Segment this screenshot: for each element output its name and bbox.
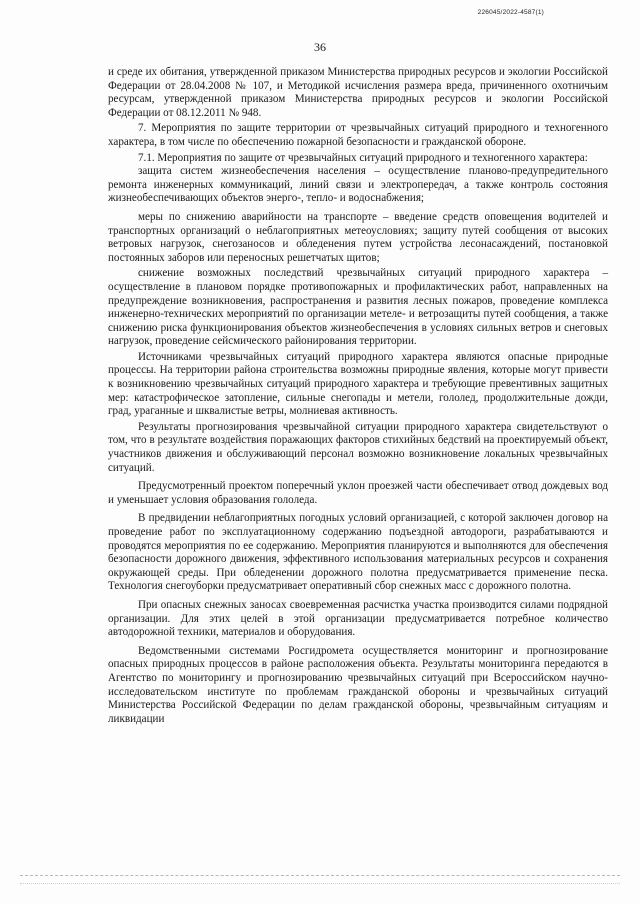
paragraph: В предвидении неблагоприятных погодных условий организацией, с которой заключен договор на проведение работ по эксплуатационному содержанию подъездной автодороги, разрабатываются и проводятся мероприятия по ее содержанию. Мероприятия планируются и выполняются для обеспечения безопасности дорожного движения, эффективного использования материальных ресурсов и сохранения окружающей среды. При обледенении дорожного полотна предусматривается применение песка. Технология снегоуборки предусматривает оперативный сбор снежных масс с дорожного полотна. <box>108 512 608 593</box>
scan-artifact-line <box>20 875 620 877</box>
document-body <box>108 66 608 726</box>
subsection-heading: 7.1. Мероприятия по защите от чрезвычайных ситуаций природного и техногенного характера: <box>138 151 588 164</box>
paragraph: меры по снижению аварийности на транспорте – введение средств оповещения водителей и транспортных организаций о неблагоприятных метеоусловиях; защиту путей сообщения от высоких ветровых нагрузок, снегозаносов и обледенения путем устройства лесонасаждений, постановкой постоянных заборов или переносных решетчатых щитов; <box>108 210 608 264</box>
section-heading: 7. Мероприятия по защите территории от чрезвычайных ситуаций природного и техногенного характера, в том числе по обеспечению пожарной безопасности и гражданской обороне. <box>108 122 608 148</box>
paragraph: Источниками чрезвычайных ситуаций природного характера являются опасные природные процессы. На территории района строительства возможны природные явления, которые могут привести к возникновению чрезвычайных ситуаций природного характера и требующие превентивных защитных мер: катастрофическое затопление, сильные снегопады и метели, гололед, продолжительные дожди, град, ураганные и шквалистые ветры, молниевая активность. <box>108 350 608 418</box>
paragraph: Предусмотренный проектом поперечный уклон проезжей части обеспечивает отвод дождевых вод и уменьшает условия образования гололеда. <box>108 480 608 506</box>
paragraph: При опасных снежных заносах своевременная расчистка участка производится силами подрядной организации. Для этих целей в этой организации предусматривается потребное количество автодорожной техники, материалов и оборудования. <box>108 598 608 639</box>
page-number: 36 <box>314 40 326 54</box>
paragraph: Ведомственными системами Росгидромета осуществляется мониторинг и прогнозирование опасных природных процессов в районе расположения объекта. Результаты мониторинга передаются в Агентство по мониторингу и прогнозированию чрезвычайных ситуаций при Всероссийском научно-исследовательском институте по проблемам гражданской обороны и чрезвычайных ситуаций Министерства Российской Федерации по делам гражданской обороны, чрезвычайным ситуациям и ликвидации <box>108 644 608 725</box>
paragraph: защита систем жизнеобеспечения населения – осуществление планово-предупредительного ремонта инженерных коммуникаций, линий связи и электропередач, а также контроль состояния жизнеобеспечивающих объектов энерго-, тепло- и водоснабжения; <box>108 165 608 205</box>
paragraph: и среде их обитания, утвержденной приказом Министерства природных ресурсов и экологии Российской Федерации от 28.04.2008 № 107, и Методикой исчисления размера вреда, причиненного охотничьим ресурсам, утвержденной приказом Министерства природных ресурсов и экологии Российской Федерации от 08.12.2011 № 948. <box>108 66 608 119</box>
paragraph: снижение возможных последствий чрезвычайных ситуаций природного характера – осуществление в плановом порядке противопожарных и профилактических работ, направленных на предупреждение возникновения, распространения и развития лесных пожаров, проведение комплекса инженерно-технических мероприятий по организации метеле- и ветрозащиты путей сообщения, а также снижению риска функционирования объектов жизнеобеспечения в условиях сильных ветров и снеговых нагрузок, проведение сейсмического районирования территории. <box>108 267 608 348</box>
paragraph: Результаты прогнозирования чрезвычайной ситуации природного характера свидетельствуют о том, что в результате воздействия поражающих факторов стихийных бедствий на проектируемый объект, участников движения и обслуживающий персонал возможно возникновение локальных чрезвычайных ситуаций. <box>108 420 608 474</box>
scan-artifact-line <box>20 883 620 885</box>
document-number: 226045/2022-4587(1) <box>477 9 544 16</box>
